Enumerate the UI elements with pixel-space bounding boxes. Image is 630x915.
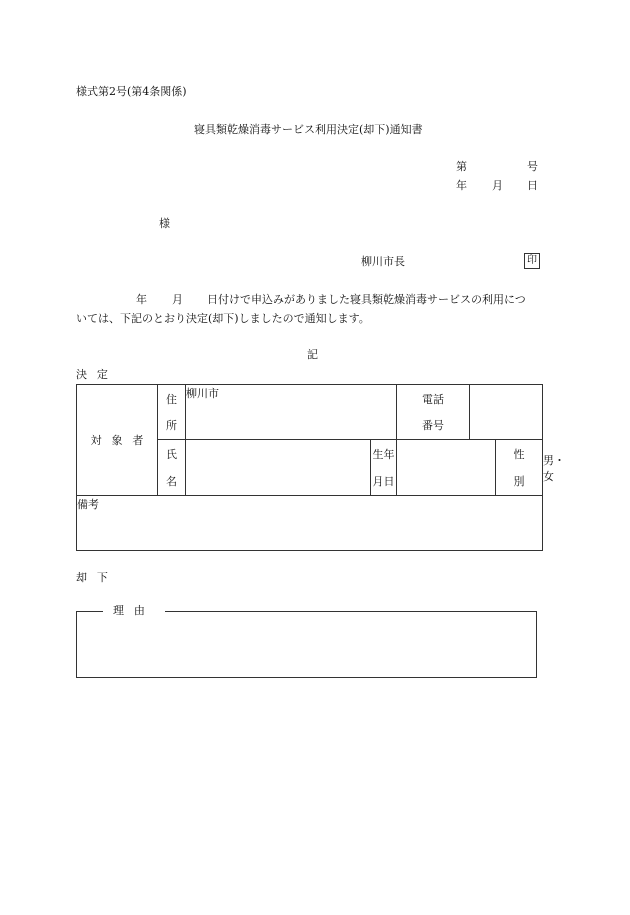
remarks-label: 備考 [77,498,99,511]
address-label-cell [158,385,186,440]
name-label-cell [158,440,186,496]
body-line-1: 日付けで申込みがありました寝具類乾燥消毒サービスの利用につ [207,293,526,306]
reason-label: 理由 [103,605,165,616]
birth-label-2: 月日 [372,475,395,488]
address-field[interactable] [186,385,397,440]
sex-label-2: 別 [513,475,525,488]
number-dai: 第 [456,160,467,173]
ki-marker: 記 [307,348,318,361]
sex-value: 男・女 [543,453,566,483]
sex-label-cell [496,440,543,496]
document-title: 寝具類乾燥消毒サービス利用決定(却下)通知書 [194,123,423,136]
birth-label-1: 生年 [372,448,395,461]
phone-label-cell [397,385,470,440]
reason-box[interactable] [76,604,537,678]
body-year: 年 [136,293,147,306]
address-value: 柳川市 [186,387,219,400]
birth-field[interactable] [397,440,496,496]
body-month: 月 [172,293,183,306]
issuer-name: 柳川市長 [361,255,405,268]
target-person-cell [77,385,158,496]
date-month: 月 [492,179,503,192]
name-label-1: 氏 [166,448,177,461]
body-line-2: いては、下記のとおり決定(却下)しましたので通知します。 [76,312,370,325]
date-year: 年 [456,179,467,192]
number-go: 号 [527,160,538,173]
phone-label-1: 電話 [422,393,445,406]
phone-label-2: 番号 [422,419,445,432]
addressee-suffix: 様 [159,217,170,230]
target-person-label: 対象者 [90,434,154,447]
seal-mark: 印 [524,253,540,269]
form-code: 様式第2号(第4条関係) [76,85,187,98]
address-label-1: 住 [166,393,177,406]
address-label-2: 所 [166,419,177,432]
name-field[interactable] [186,440,371,496]
decision-table [76,384,566,551]
rejection-heading: 却下 [76,571,118,584]
date-day: 日 [527,179,538,192]
birth-label-cell [371,440,397,496]
remarks-field[interactable] [77,496,543,551]
phone-field[interactable] [470,385,543,440]
decision-heading: 決定 [76,368,118,381]
sex-label-1: 性 [513,448,525,461]
name-label-2: 名 [166,475,177,488]
